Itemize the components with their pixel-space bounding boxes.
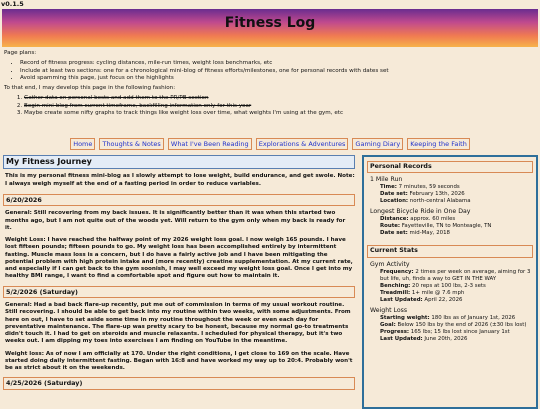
stat-key: Progress: xyxy=(380,328,410,335)
stat-value: Below 150 lbs by the end of 2026 (±30 lbs lost) xyxy=(395,321,527,328)
stat-name: Gym Activity xyxy=(370,260,410,268)
stat-detail xyxy=(380,329,536,336)
entry-label: General: xyxy=(5,210,32,217)
page-plans xyxy=(4,50,534,120)
stat-detail xyxy=(380,322,536,329)
record-detail xyxy=(380,230,536,237)
record-key: Date set: xyxy=(380,191,408,198)
record-detail xyxy=(380,191,536,198)
record-value: February 13th, 2026 xyxy=(407,191,465,198)
record-detail xyxy=(380,184,536,191)
record-detail xyxy=(380,198,536,205)
plans-list xyxy=(4,60,534,82)
stat-key: Last Updated: xyxy=(380,296,423,303)
record-value: mid-May, 2018 xyxy=(407,230,450,237)
journal-section xyxy=(3,155,355,405)
entry-text: Still recovering from my back issues. It is significantly better than it was when this started two months ago, but I am not quite out of the woods yet. Will return to the gym only when my back is ready for it. xyxy=(5,210,346,231)
nav-link-home[interactable]: Home xyxy=(70,138,95,150)
journal-entry xyxy=(3,377,355,389)
record-value: north-central Alabama xyxy=(408,198,471,205)
plans-item: • Include at least two sections: one for a chronological mini-blog of fitness efforts/milestones, one for personal records with dates set xyxy=(20,68,534,75)
stat-value: 180 lbs as of January 1st, 2026 xyxy=(429,314,516,321)
fashion-intro: To that end, I may develop this page in the following fashion: xyxy=(4,85,176,92)
version-label: v0.1.5 xyxy=(1,0,24,8)
stat-key: Starting weight: xyxy=(380,314,430,321)
stat-value: 165 lbs; 15 lbs lost since January 1st xyxy=(409,328,510,335)
step-item: 3. Maybe create some nifty graphs to track things like weight loss over time, what weights I'm using at the gym, etc xyxy=(24,110,534,117)
record-value: Fayetteville, TN to Monteagle, TN xyxy=(400,223,492,230)
nav-link-gaming[interactable]: Gaming Diary xyxy=(352,138,403,150)
stat-name: Weight Loss xyxy=(370,306,408,314)
stat-detail xyxy=(380,283,536,290)
plans-item: • Record of fitness progress: cycling distances, mile-run times, weight loss benchmarks, etc xyxy=(20,60,534,67)
entry-text: Had a bad back flare-up recently, put me out of commission in terms of my usual workout routine. Still recovering. I should be able to get back into my routine within two weeks, with some adjustments. From here on out, I have to set aside some time in my routine throughout the week or even each day for preventative maintenance. The flare-up was pretty scary to be honest, because my normal go-to treatments didn't touch it. I had to get on steroids and muscle relaxants. I scheduled for physical therapy, but it's two weeks out. I am dipping my toes into exercises I am finding on YouTube in the meantime. xyxy=(5,301,351,345)
nav-link-thoughts[interactable]: Thoughts & Notes xyxy=(99,138,163,150)
entry-date: 5/2/2026 (Saturday) xyxy=(3,286,355,298)
page-title: Fitness Log xyxy=(224,15,316,31)
entry-label: Weight loss: xyxy=(5,350,44,357)
entry-paragraph xyxy=(5,351,353,373)
stat-value: April 22, 2026 xyxy=(422,296,463,303)
stat-key: Benching: xyxy=(380,282,411,289)
records-heading: Personal Records xyxy=(367,161,533,173)
record-detail xyxy=(380,223,536,230)
entry-label: Weight Loss: xyxy=(5,237,46,244)
nav-link-explorations[interactable]: Explorations & Adventures xyxy=(256,138,349,150)
stat-detail xyxy=(380,297,536,304)
record-key: Time: xyxy=(380,184,397,191)
journal-title: My Fitness Journey xyxy=(3,155,355,169)
stat-key: Frequency: xyxy=(380,268,414,275)
stat-value: June 20th, 2026 xyxy=(422,335,468,342)
stat-key: Goal: xyxy=(380,321,396,328)
journal-entry xyxy=(3,194,355,281)
entry-paragraph xyxy=(5,210,353,232)
record-value: approx. 60 miles xyxy=(408,216,456,223)
record-name: 1 Mile Run xyxy=(370,176,403,184)
stat-detail xyxy=(380,336,536,343)
record-key: Route: xyxy=(380,223,401,230)
nav-link-reading[interactable]: What I've Been Reading xyxy=(168,138,252,150)
journal-entry xyxy=(3,286,355,373)
record-key: Distance: xyxy=(380,216,409,223)
record-detail xyxy=(380,216,536,223)
steps-list xyxy=(4,95,534,117)
entry-date: 4/25/2026 (Saturday) xyxy=(3,377,355,389)
step-item: 2. Begin mini-blog from current timeframe, backfilling information only for this year xyxy=(24,103,534,110)
stat-detail xyxy=(380,315,536,322)
stat-value: 20 reps at 100 lbs, 2-3 sets xyxy=(410,282,486,289)
plans-item: • Avoid spamming this page, just focus on the highlights xyxy=(20,75,534,82)
journal-intro: This is my personal fitness mini-blog as I slowly attempt to lose weight, build endurance, and get swole. Note: I always weigh myself at the end of a fasting period in order to reduce variables. xyxy=(5,173,355,187)
plans-heading: Page plans: xyxy=(4,50,37,56)
entry-text: I have reached the halfway point of my 2026 weight loss goal. I now weigh 165 pounds. I have lost fifteen pounds; fifteen pounds to go. My weight loss has been accomplished entirely by intermittent fasting. Muscle mass loss is a concern, but I do have a fairly active job and I have been mitigating the potential problem with high protein intake and (more recently) creatine supplementation. At my current rate, and especially if I can get back to the gym soonish, I may well exceed my weight loss goal. Once I get into my healthy BMI range, I want to find a comfortable spot and figure out how to maintain it. xyxy=(5,237,353,280)
entry-text: As of now I am officially at 170. Under the right conditions, I get close to 169 on the scale. Have started doing daily intermittent fasting. Began with 16:8 and have worked my way up to 20:4. Probably won't be as strict about it on the weekends. xyxy=(5,350,353,372)
records-sidebar xyxy=(362,155,538,409)
stats-heading: Current Stats xyxy=(367,245,533,257)
stat-detail xyxy=(380,269,536,283)
entry-label: General: xyxy=(5,301,32,308)
entry-date: 6/20/2026 xyxy=(3,194,355,206)
stat-value: 2 times per week on average, aiming for 3 but life, uh, finds a way to GET IN THE WAY xyxy=(380,268,531,282)
record-name: Longest Bicycle Ride in One Day xyxy=(370,208,471,216)
nav-bar xyxy=(0,138,540,150)
record-key: Date set: xyxy=(380,230,408,237)
stat-value: 1+ mile @ 7.6 mph xyxy=(410,289,465,296)
record-value: 7 minutes, 59 seconds xyxy=(396,184,460,191)
stat-key: Treadmill: xyxy=(380,289,411,296)
stat-key: Last Updated: xyxy=(380,335,423,342)
stat-detail xyxy=(380,290,536,297)
nav-link-faith[interactable]: Keeping the Faith xyxy=(407,138,470,150)
entry-paragraph xyxy=(5,302,353,346)
step-item: 1. Gather data on personal bests and add them to the PR/PB section xyxy=(24,95,534,102)
record-key: Location: xyxy=(380,198,409,205)
entry-paragraph xyxy=(5,237,353,281)
